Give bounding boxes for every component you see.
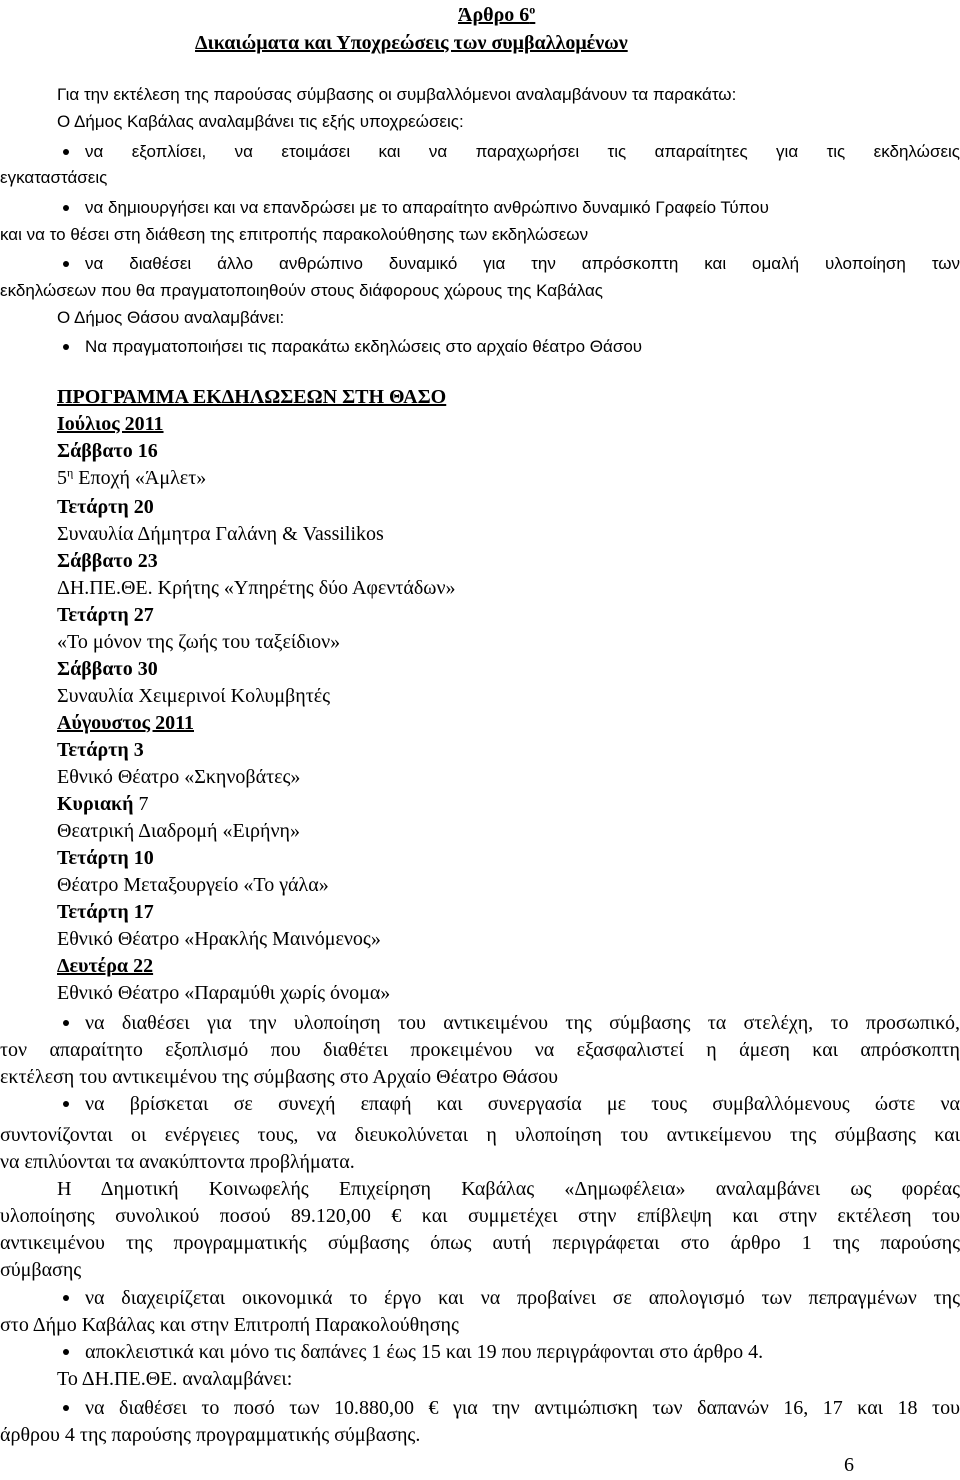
obligation-line: να δημιουργήσει και να επανδρώσει με το απαραίτητο ανθρώπινο δυναμικό Γραφείο Τύπου: [85, 198, 769, 217]
obligation-line: να επιλύονται τα ανακύπτοντα προβλήματα.: [0, 1151, 355, 1173]
event-title: Συναυλία Δήμητρα Γαλάνη & Vassilikos: [57, 523, 384, 545]
month-heading: Ιούλιος 2011: [57, 413, 164, 435]
event-date: Τετάρτη 3: [57, 739, 144, 761]
obligation-line: αποκλειστικά και μόνο τις δαπάνες 1 έως 15 και 19 που περιγράφονται στο άρθρο 4.: [85, 1341, 764, 1363]
article-subtitle: Δικαιώματα και Υποχρεώσεις των συμβαλλομένων: [195, 32, 628, 54]
obligation-line: στο Δήμο Καβάλας και στην Επιτροπή Παρακολούθησης: [0, 1314, 459, 1336]
obligation-line: συντονίζονται οι ενέργειες τους, να διευκολύνεται η υλοποίηση του αντικείμενου της σύμβασης και: [0, 1124, 960, 1146]
event-title: Εθνικό Θέατρο «Σκηνοβάτες»: [57, 766, 301, 788]
intro-line: Για την εκτέλεση της παρούσας σύμβασης οι συμβαλλόμενοι αναλαμβάνουν τα παρακάτω:: [57, 85, 737, 104]
bullet-icon: [63, 1295, 69, 1301]
bullet-icon: [63, 261, 69, 267]
event-title: Εθνικό Θέατρο «Παραμύθι χωρίς όνομα»: [57, 982, 391, 1004]
obligation-line: να εξοπλίσει, να ετοιμάσει και να παραχωρήσει τις απαραίτητες για τις εκδηλώσεις: [85, 142, 960, 161]
dimofeleia-paragraph: αντικειμένου της προγραμματικής σύμβασης όπως αυτή περιγράφεται στο άρθρο 1 της παρούσης: [0, 1232, 960, 1254]
obligation-line: να διαθέσει για την υλοποίηση του αντικειμένου της σύμβασης τα στελέχη, το προσωπικό,: [85, 1012, 960, 1034]
bullet-icon: [63, 1020, 69, 1026]
obligation-line: εγκαταστάσεις: [0, 168, 108, 187]
event-date: Τετάρτη 27: [57, 604, 154, 626]
dipethe-heading: Το ΔΗ.ΠΕ.ΘΕ. αναλαμβάνει:: [57, 1368, 293, 1390]
event-date: Τετάρτη 20: [57, 496, 154, 518]
bullet-icon: [63, 149, 69, 155]
bullet-icon: [63, 205, 69, 211]
event-title: Θέατρο Μεταξουργείο «Το γάλα»: [57, 874, 329, 896]
event-title: Συναυλία Χειμερινοί Κολυμβητές: [57, 685, 331, 707]
event-title: Θεατρική Διαδρομή «Ειρήνη»: [57, 820, 300, 842]
obligation-line: να διαθέσει το ποσό των 10.880,00 € για την αντιμώπισκη των δαπανών 16, 17 και 18 του: [85, 1397, 960, 1419]
event-date: Τετάρτη 17: [57, 901, 154, 923]
program-title: ΠΡΟΓΡΑΜΜΑ ΕΚΔΗΛΩΣΕΩΝ ΣΤΗ ΘΑΣΟ: [57, 386, 447, 408]
obligation-line: άρθρου 4 της παρούσης προγραμματικής σύμβασης.: [0, 1424, 421, 1446]
article-title: Άρθρο $6^o$: [458, 2, 536, 26]
thasos-heading: Ο Δήμος Θάσου αναλαμβάνει:: [57, 308, 285, 327]
event-date: Σάββατο 16: [57, 440, 158, 462]
event-date: Δευτέρα 22: [57, 955, 154, 977]
dimofeleia-paragraph: Η Δημοτική Κοινωφελής Επιχείρηση Καβάλας «Δημωφέλεια» αναλαμβάνει ως φορέας: [57, 1178, 960, 1200]
bullet-icon: [63, 344, 69, 350]
obligation-line: εκδηλώσεων που θα πραγματοποιηθούν στους διάφορους χώρους της Καβάλας: [0, 281, 603, 300]
event-title: $5^\eta$ Εποχή «Άμλετ»: [57, 465, 207, 489]
event-date: Σάββατο 23: [57, 550, 158, 572]
bullet-icon: [63, 1349, 69, 1355]
event-date: Τετάρτη 10: [57, 847, 154, 869]
dimofeleia-paragraph: σύμβασης: [0, 1259, 82, 1281]
bullet-icon: [63, 1405, 69, 1411]
obligation-line: να βρίσκεται σε συνεχή επαφή και συνεργασία με τους συμβαλλόμενους ώστε να: [85, 1093, 960, 1115]
kavala-heading: Ο Δήμος Καβάλας αναλαμβάνει τις εξής υποχρεώσεις:: [57, 112, 464, 131]
obligation-line: Να πραγματοποιήσει τις παρακάτω εκδηλώσεις στο αρχαίο θέατρο Θάσου: [85, 337, 643, 356]
event-title: ΔΗ.ΠΕ.ΘΕ. Κρήτης «Υπηρέτης δύο Αφεντάδων»: [57, 577, 456, 599]
page-number: 6: [844, 1454, 854, 1476]
obligation-line: να διαχειρίζεται οικονομικά το έργο και να προβαίνει σε απολογισμό των πεπραγμένων της: [85, 1287, 960, 1309]
bullet-icon: [63, 1101, 69, 1107]
event-title: «Το μόνον της ζωής του ταξείδιον»: [57, 631, 341, 653]
event-date: Σάββατο 30: [57, 658, 158, 680]
month-heading: Αύγουστος 2011: [57, 712, 194, 734]
obligation-line: να διαθέσει άλλο ανθρώπινο δυναμικό για την απρόσκοπτη και ομαλή υλοποίηση των: [85, 254, 960, 273]
dimofeleia-paragraph: υλοποίησης συνολικού ποσού 89.120,00 € και συμμετέχει στην επίβλεψη και στην εκτέλεση του: [0, 1205, 960, 1227]
obligation-line: τον απαραίτητο εξοπλισμό που διαθέτει προκειμένου να εξασφαλιστεί η άμεση και απρόσκοπτη: [0, 1039, 960, 1061]
obligation-line: εκτέλεση του αντικειμένου της σύμβασης στο Αρχαίο Θέατρο Θάσου: [0, 1066, 559, 1088]
event-title: Εθνικό Θέατρο «Ηρακλής Μαινόμενος»: [57, 928, 381, 950]
event-date: Κυριακή 7: [57, 793, 149, 815]
obligation-line: και να το θέσει στη διάθεση της επιτροπής παρακολούθησης των εκδηλώσεων: [0, 225, 589, 244]
